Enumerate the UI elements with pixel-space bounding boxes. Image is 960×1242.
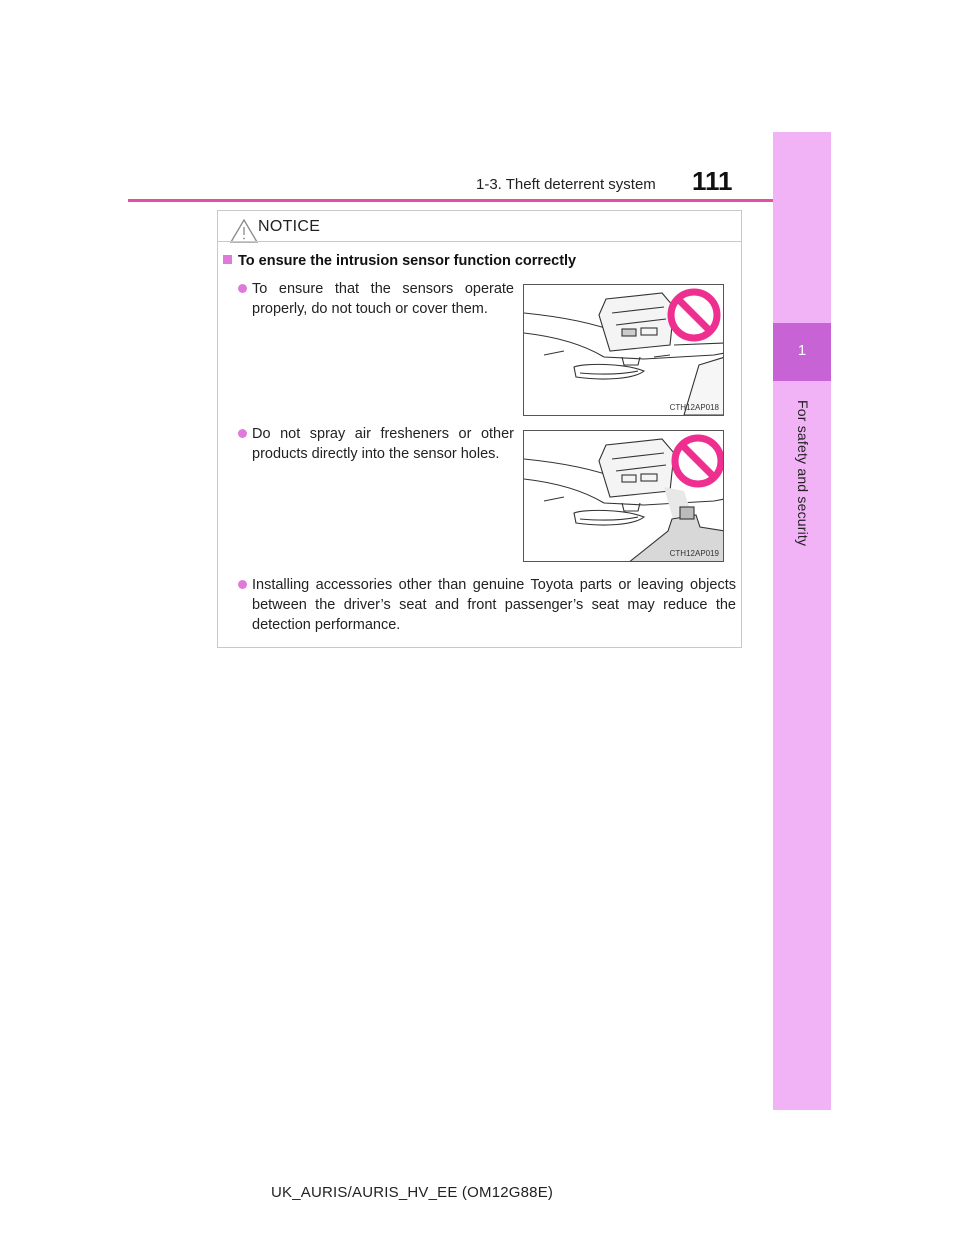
notice-item-2: [238, 424, 514, 464]
chapter-number: 1: [797, 342, 807, 359]
prohibition-icon: [671, 292, 717, 338]
document-id: UK_AURIS/AURIS_HV_EE (OM12G88E): [271, 1184, 554, 1201]
page-number: 111: [692, 166, 733, 196]
notice-label: NOTICE: [258, 218, 321, 235]
figure-do-not-spray: [523, 430, 724, 562]
figure-do-not-cover-sensors: [523, 284, 724, 416]
chapter-side-tab: [773, 132, 831, 1110]
notice-item-1: [238, 279, 514, 319]
figure-code: CTH12AP018: [669, 403, 719, 412]
notice-box: [217, 210, 742, 648]
notice-item-text: To ensure that the sensors operate properly, do not touch or cover them.: [252, 281, 514, 317]
prohibition-icon: [675, 438, 721, 484]
bullet-dot-icon: [238, 284, 247, 293]
header-rule: [128, 199, 831, 202]
notice-heading: [223, 253, 576, 269]
notice-item-text: Installing accessories other than genuine Toyota parts or leaving objects between the driver’s seat and front passenger’s seat may reduce the detection performance.: [252, 577, 736, 633]
chapter-title: For safety and security: [795, 400, 811, 547]
notice-item-text: Do not spray air fresheners or other products directly into the sensor holes.: [252, 426, 514, 462]
figure-code: CTH12AP019: [669, 549, 719, 558]
square-bullet-icon: [223, 255, 232, 264]
section-title: 1-3. Theft deterrent system: [476, 176, 656, 193]
bullet-dot-icon: [238, 580, 247, 589]
notice-heading-text: To ensure the intrusion sensor function correctly: [238, 253, 577, 269]
notice-item-3: [238, 575, 736, 635]
bullet-dot-icon: [238, 429, 247, 438]
notice-divider: [218, 241, 741, 242]
